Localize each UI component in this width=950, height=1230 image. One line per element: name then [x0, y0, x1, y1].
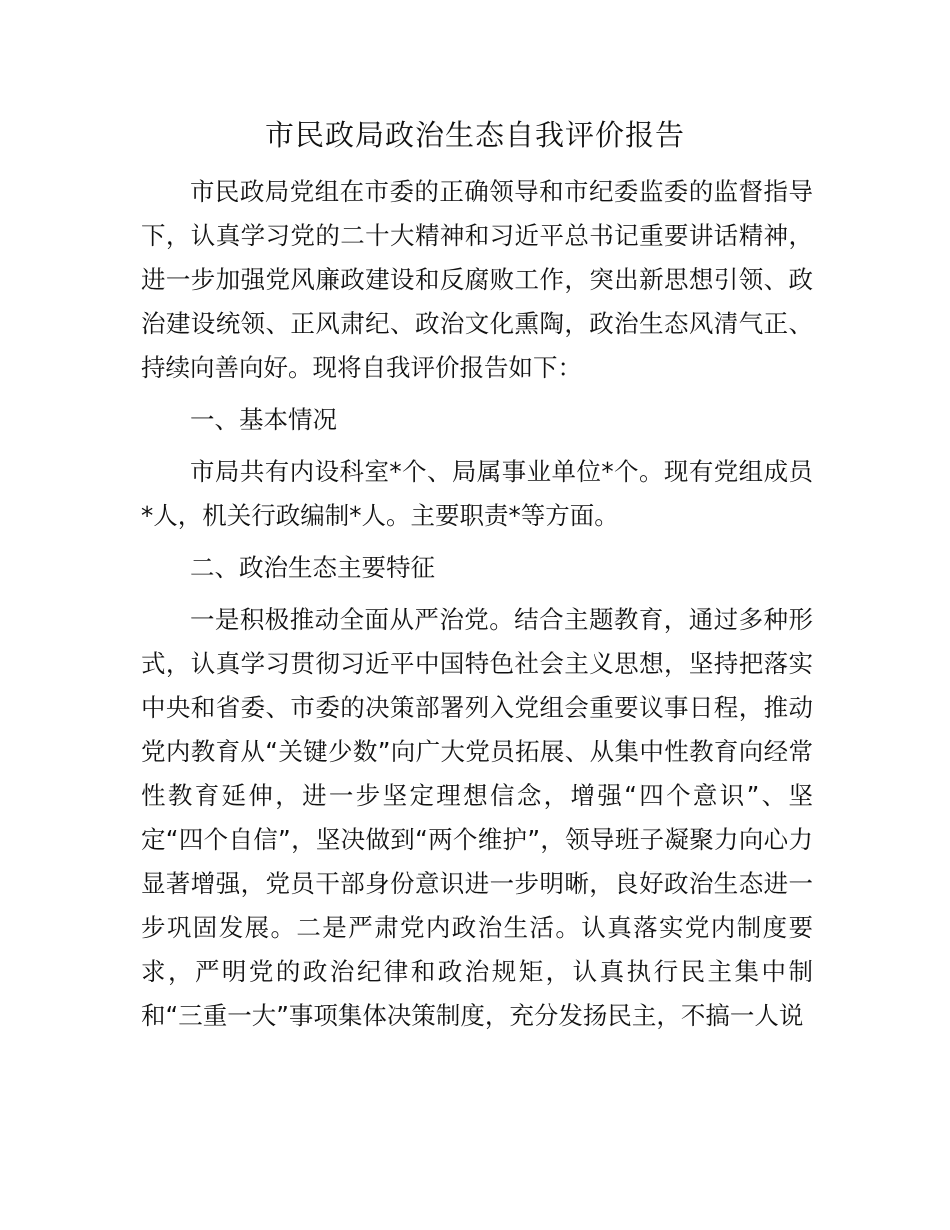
basic-situation-paragraph: 市局共有内设科室*个、局属事业单位*个。现有党组成员*人，机关行政编制*人。主要职责*等方面。 — [141, 457, 813, 530]
intro-paragraph: 市民政局党组在市委的正确领导和市纪委监委的监督指导下，认真学习党的二十大精神和习近平总书记重要讲话精神，进一步加强党风廉政建设和反腐败工作，突出新思想引领、政治建设统领、正风肃纪、政治文化熏陶，政治生态风清气正、持续向善向好。现将自我评价报告如下： — [141, 177, 813, 382]
section-heading-main-features: 二、政治生态主要特征 — [190, 553, 435, 582]
document-body — [141, 170, 813, 1038]
section-heading-basic-situation: 一、基本情况 — [190, 405, 337, 434]
document-title: 市民政局政治生态自我评价报告 — [264, 118, 685, 152]
main-features-paragraph: 一是积极推动全面从严治党。结合主题教育，通过多种形式，认真学习贯彻习近平中国特色社会主义思想，坚持把落实中央和省委、市委的决策部署列入党组会重要议事日程，推动党内教育从“关键少数”向广大党员拓展、从集中性教育向经常性教育延伸，进一步坚定理想信念，增强“四个意识”、坚定“四个自信”，坚决做到“两个维护”，领导班子凝聚力向心力显著增强，党员干部身份意识进一步明晰，良好政治生态进一步巩固发展。二是严肃党内政治生活。认真落实党内制度要求，严明党的政治纪律和政治规矩，认真执行民主集中制和“三重一大”事项集体决策制度，充分发扬民主，不搞一人说 — [141, 605, 813, 1030]
